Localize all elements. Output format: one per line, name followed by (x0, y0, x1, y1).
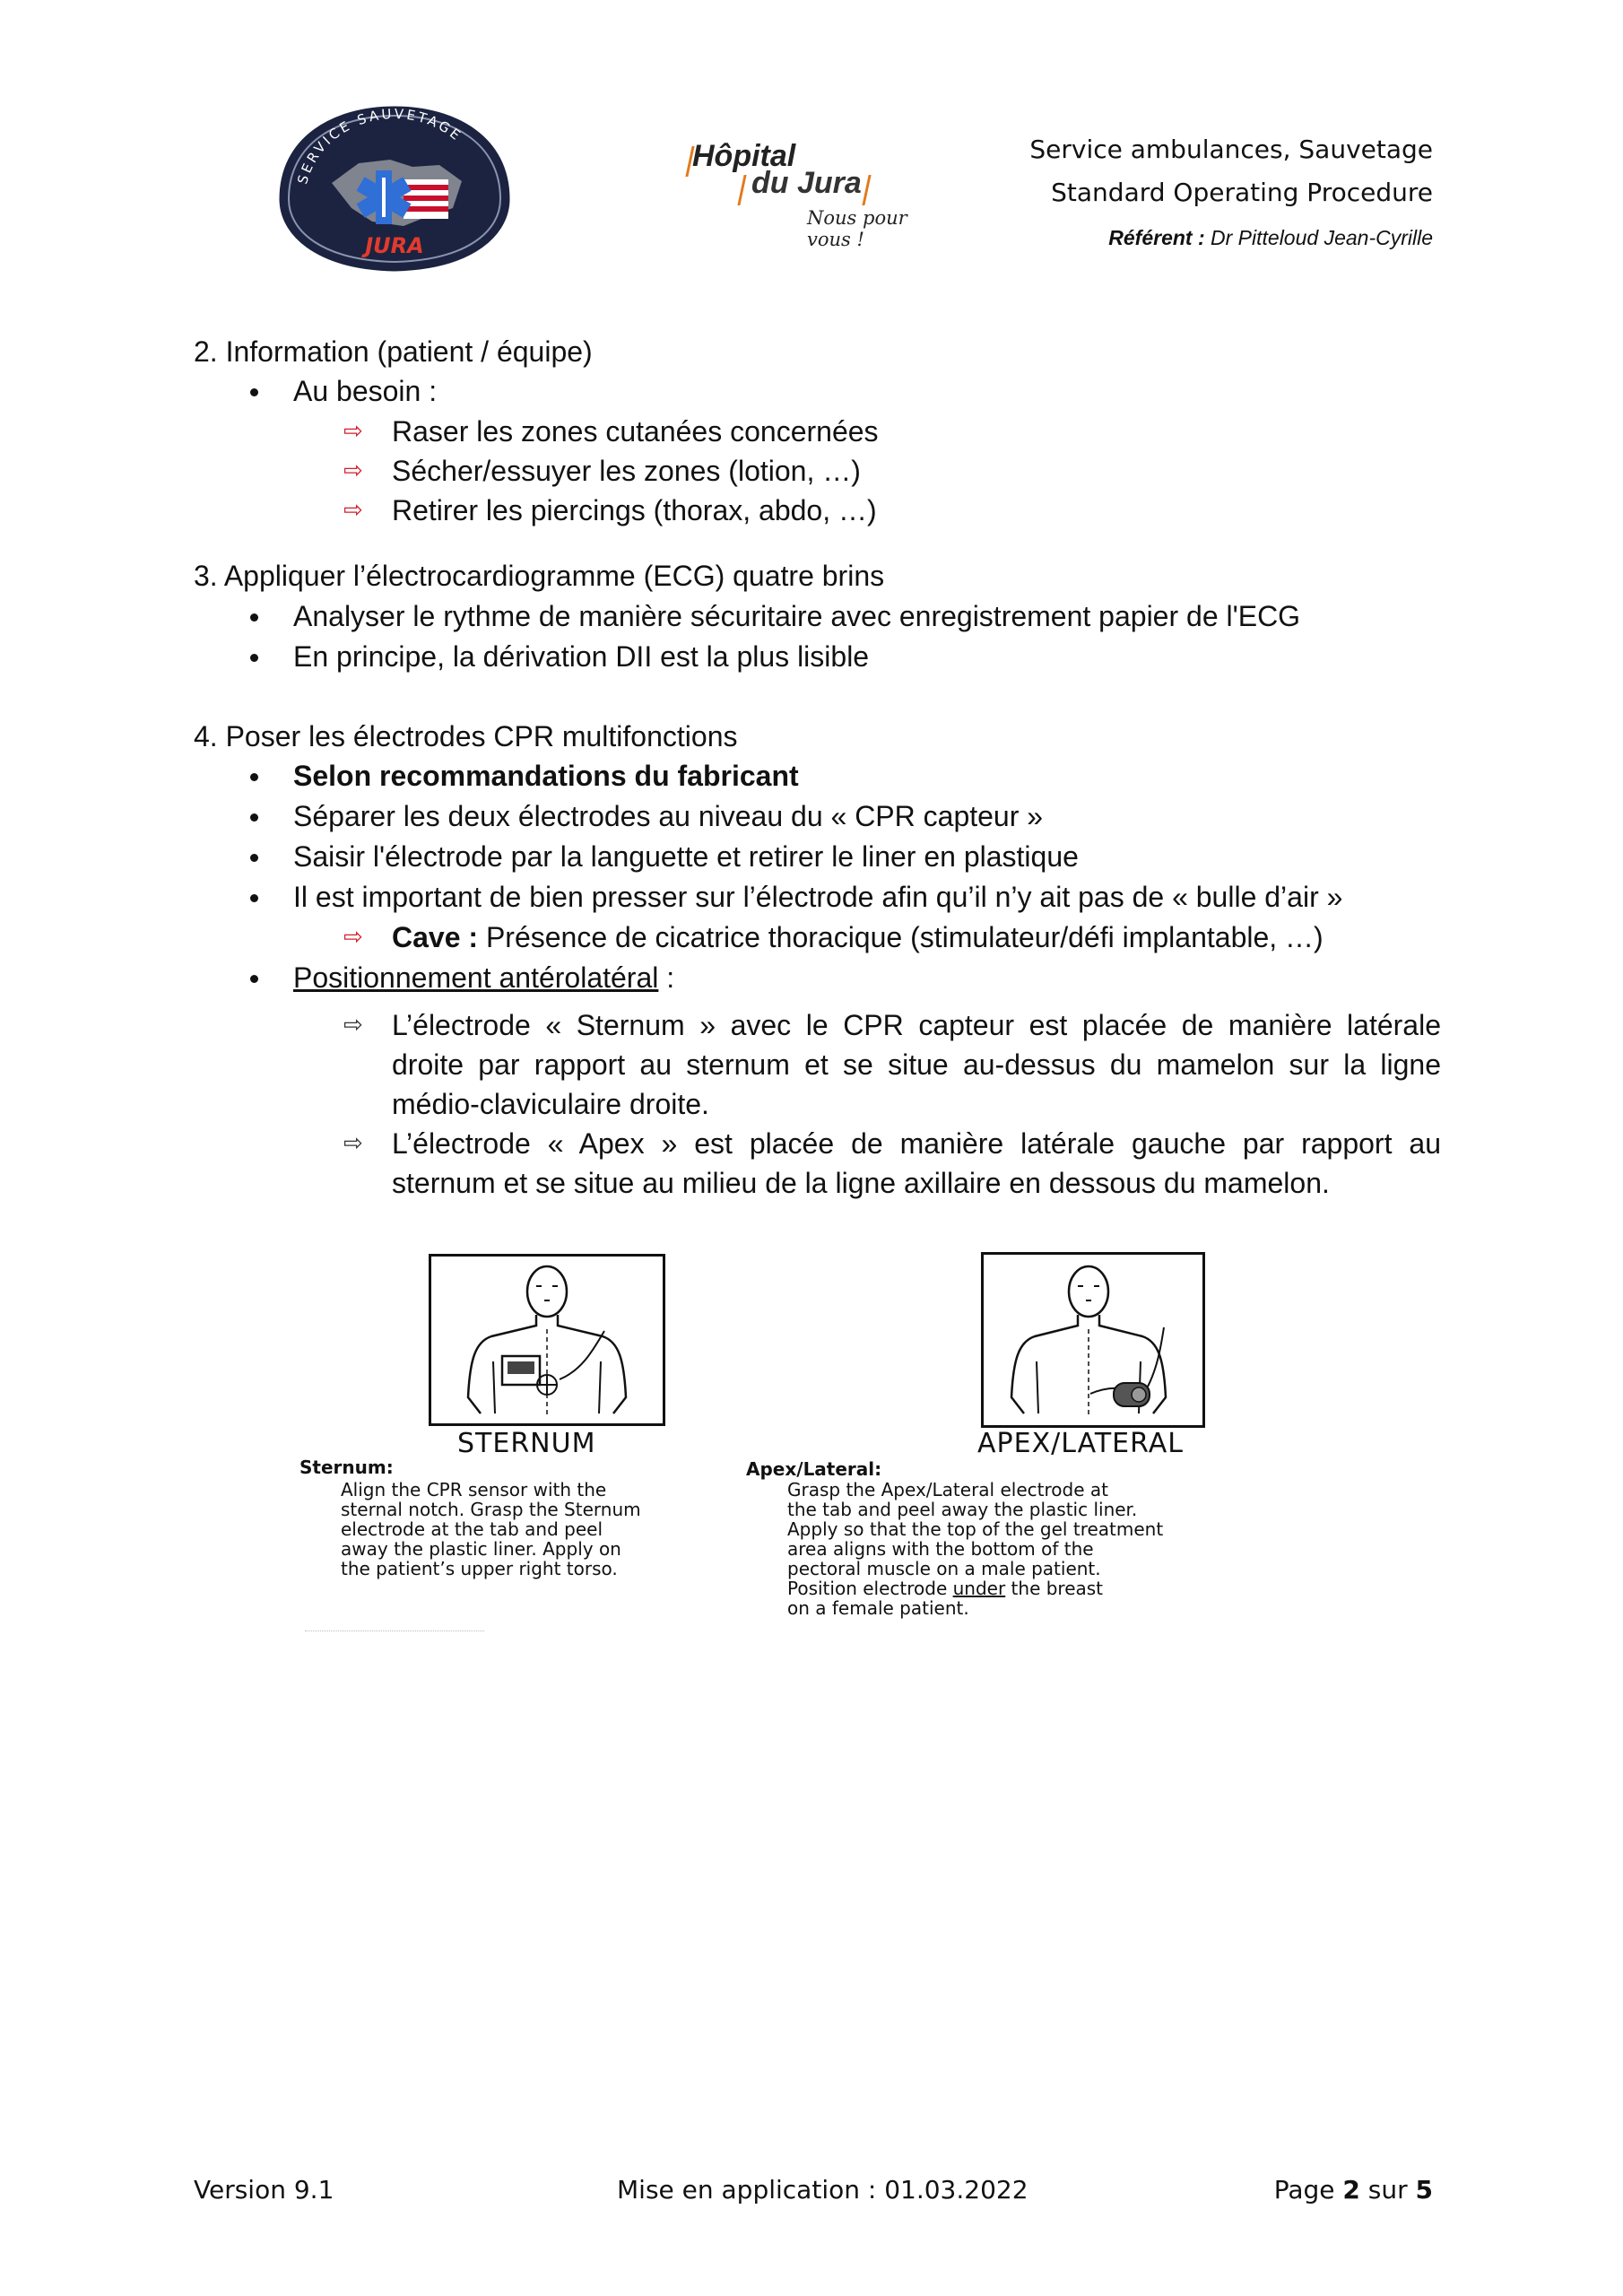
page-prefix: Page (1273, 2175, 1343, 2205)
sternum-caption-line: Align the CPR sensor with the (341, 1479, 607, 1500)
s2-sub-piercings: Retirer les piercings (thorax, abdo, …) (392, 494, 877, 526)
apex-caption-line: area aligns with the bottom of the (787, 1538, 1094, 1560)
header-sop-line: Standard Operating Procedure (1051, 178, 1433, 207)
s4-bullet-separer: Séparer les deux électrodes au niveau du « CPR capteur » (293, 800, 1044, 832)
sternum-caption-title: Sternum: (299, 1457, 394, 1478)
sternum-paragraph-line-2: droite par rapport au sternum et se situe au-dessus du mamelon sur la ligne (392, 1048, 1441, 1081)
service-sauvetage-badge-logo (269, 100, 520, 280)
arrow-icon: ⇨ (343, 418, 363, 445)
section-4-title: 4. Poser les électrodes CPR multifonctions (194, 720, 738, 752)
bullet-dot (250, 975, 258, 983)
apex-figure (981, 1252, 1205, 1432)
bullet-dot (250, 854, 258, 862)
header-service-line: Service ambulances, Sauvetage (1029, 135, 1433, 164)
footer-date: Mise en application : 01.03.2022 (617, 2175, 1028, 2205)
s2-bullet-au-besoin: Au besoin : (293, 375, 438, 407)
s4-bullet-saisir: Saisir l'électrode par la languette et retirer le liner en plastique (293, 840, 1079, 873)
apex-caption-text: Position electrode (787, 1578, 953, 1599)
sternum-figure (429, 1254, 665, 1431)
apex-caption-line: Apply so that the top of the gel treatment (787, 1518, 1164, 1540)
s4-bullet-recommandations: Selon recommandations du fabricant (293, 760, 799, 792)
arrow-icon: ⇨ (343, 924, 363, 951)
bullet-dot (250, 654, 258, 662)
positionnement-suffix: : (658, 961, 675, 994)
s3-bullet-derivation: En principe, la dérivation DII est la plus lisible (293, 640, 870, 673)
sternum-figure-label: STERNUM (457, 1428, 596, 1459)
badge-arc-text: SERVICE SAUVETAGE (294, 105, 465, 187)
apex-caption-line: the tab and peel away the plastic liner. (787, 1499, 1138, 1520)
sternum-paragraph-line-3: médio-claviculaire droite. (392, 1088, 709, 1120)
bullet-dot (250, 773, 258, 781)
bullet-dot (250, 813, 258, 822)
s2-sub-secher: Sécher/essuyer les zones (lotion, …) (392, 455, 861, 487)
bullet-dot (250, 613, 258, 622)
apex-paragraph-line-1: L’électrode « Apex » est placée de manière latérale gauche par rapport au (392, 1127, 1441, 1160)
bullet-dot (250, 388, 258, 396)
s4-bullet-presser: Il est important de bien presser sur l’électrode afin qu’il n’y ait pas de « bulle d’air » (293, 881, 1343, 913)
footer-version: Version 9.1 (194, 2175, 334, 2205)
sternum-caption-line: away the plastic liner. Apply on (341, 1538, 621, 1560)
page-current: 2 (1342, 2175, 1360, 2205)
cave-label: Cave : (392, 921, 479, 953)
apex-caption-line (787, 1578, 1103, 1598)
badge-bottom-text: JURA (365, 233, 424, 258)
footer-page-number (1274, 2175, 1433, 2205)
hospital-logo-word-1: Hôpital (692, 139, 796, 173)
apex-caption-line: Grasp the Apex/Lateral electrode at (787, 1479, 1108, 1500)
sternum-caption-line: sternal notch. Grasp the Sternum (341, 1499, 641, 1520)
page-separator: sur (1359, 2175, 1416, 2205)
positionnement-label: Positionnement antérolatéral (293, 961, 659, 994)
apex-figure-label: APEX/LATERAL (977, 1428, 1184, 1459)
apex-caption-text: the breast (1005, 1578, 1104, 1599)
apex-caption-underlined: under (952, 1578, 1006, 1599)
s4-bullet-positionnement (293, 958, 674, 997)
apex-caption-line: pectoral muscle on a male patient. (787, 1558, 1101, 1579)
hospital-tagline: Nous pour vous ! (807, 207, 907, 250)
apex-caption-title: Apex/Lateral: (746, 1458, 882, 1480)
sternum-caption-line: the patient’s upper right torso. (341, 1558, 618, 1579)
sternum-caption-line: electrode at the tab and peel (341, 1518, 603, 1540)
apex-paragraph-line-2: sternum et se situe au milieu de la ligne axillaire en dessous du mamelon. (392, 1167, 1330, 1199)
referent-name: Dr Pitteloud Jean-Cyrille (1204, 226, 1433, 249)
hospital-logo-word-2: du Jura (751, 166, 862, 200)
section-2-title: 2. Information (patient / équipe) (194, 335, 593, 368)
header-referent-line (1108, 226, 1433, 250)
s3-bullet-analyser: Analyser le rythme de manière sécuritaire avec enregistrement papier de l'ECG (293, 600, 1301, 632)
referent-label: Référent : (1108, 226, 1205, 249)
cave-text: Présence de cicatrice thoracique (stimulateur/défi implantable, …) (478, 921, 1324, 953)
arrow-icon: ⇨ (343, 497, 363, 524)
page-total: 5 (1415, 2175, 1433, 2205)
hopital-du-jura-logo (681, 139, 950, 256)
section-3-title: 3. Appliquer l’électrocardiogramme (ECG) quatre brins (194, 560, 885, 592)
arrow-icon: ⇨ (343, 457, 363, 484)
s4-cave-line (392, 918, 1324, 957)
arrow-icon: ⇨ (343, 1130, 363, 1157)
arrow-icon: ⇨ (343, 1012, 363, 1039)
s2-sub-raser: Raser les zones cutanées concernées (392, 415, 879, 448)
sternum-paragraph-line-1: L’électrode « Sternum » avec le CPR capteur est placée de manière latérale (392, 1009, 1441, 1041)
apex-caption-line: on a female patient. (787, 1597, 969, 1619)
bullet-dot (250, 894, 258, 902)
